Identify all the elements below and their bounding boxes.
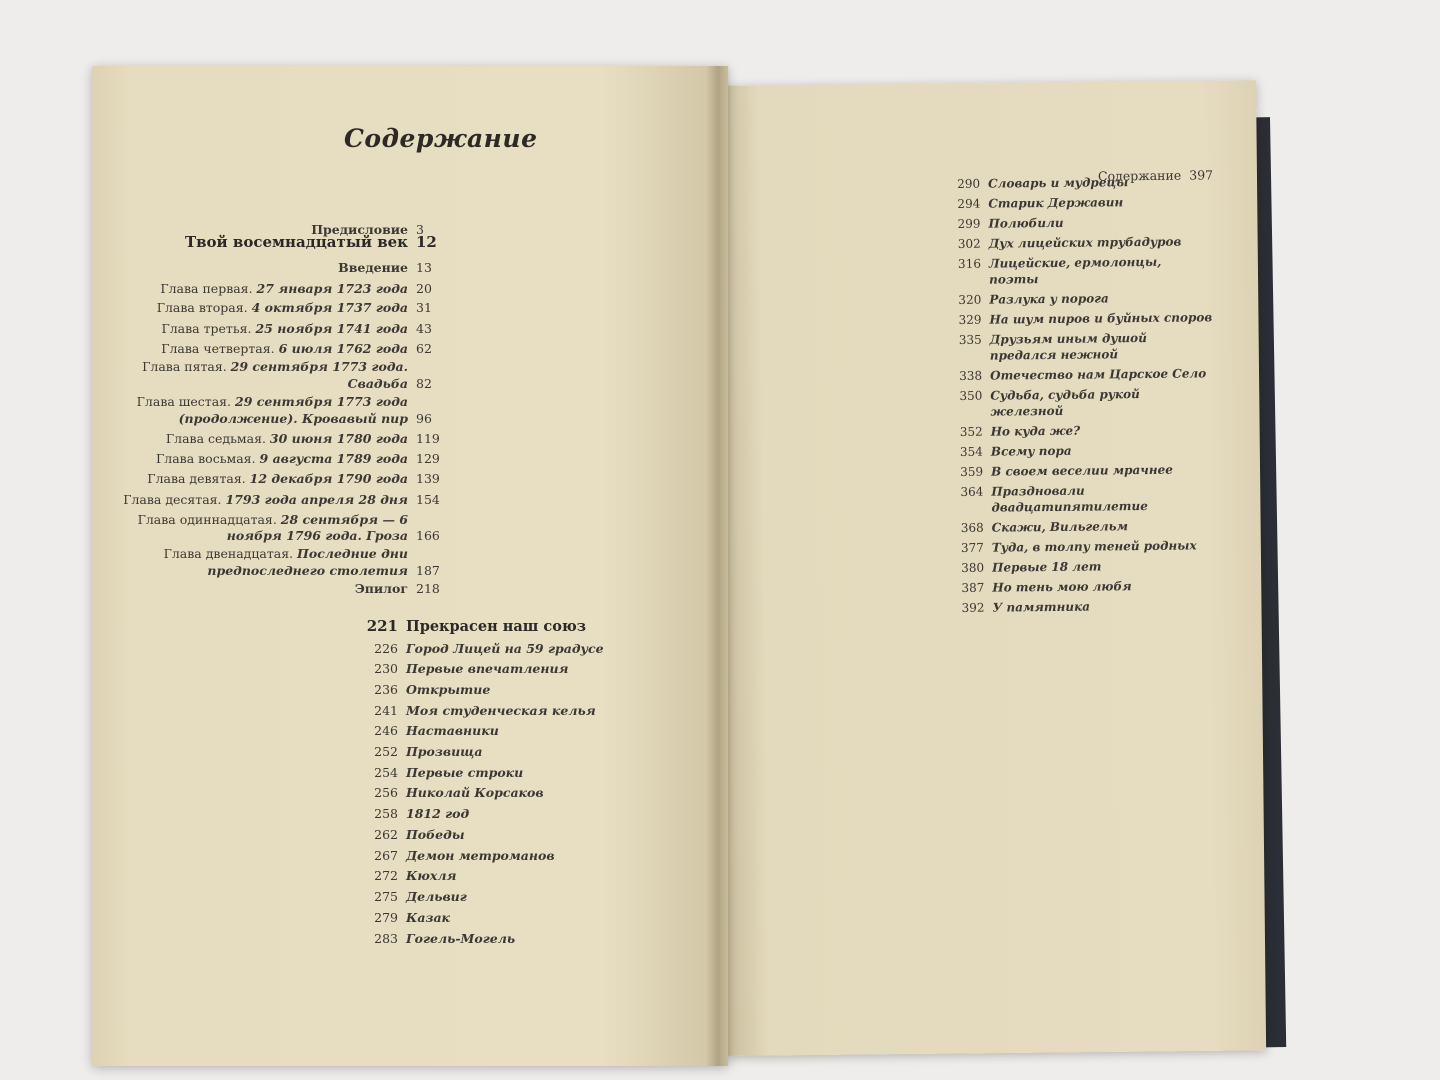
toc-entry xyxy=(958,557,1218,576)
toc-entry-title: Дух лицейских трубадуров xyxy=(988,234,1182,251)
toc-entry-page: 352 xyxy=(959,424,983,439)
toc-entry-chapter: Глава вторая. xyxy=(156,300,248,315)
toc-entry-title: Николай Корсаков xyxy=(406,785,544,800)
toc-entry-title: 29 сентября 1773 года. xyxy=(230,359,408,374)
toc-entry xyxy=(366,867,456,884)
toc-entry xyxy=(138,511,408,528)
toc-entry-title: 4 октября 1737 года xyxy=(251,300,408,315)
toc-entry-page: 82 xyxy=(416,376,432,391)
toc-entry xyxy=(165,430,440,447)
toc-entry-continued xyxy=(207,562,440,579)
toc-entry-title: Казак xyxy=(406,910,451,925)
toc-entry xyxy=(955,233,1215,252)
toc-entry-page: 279 xyxy=(374,910,398,925)
toc-entry-page: 230 xyxy=(374,661,398,676)
toc-entry-title: Словарь и мудрецы xyxy=(988,175,1129,191)
toc-list-right xyxy=(954,173,1219,620)
toc-entry-page: 283 xyxy=(374,931,398,946)
toc-entry-page: 246 xyxy=(374,723,398,738)
toc-entry-title: В своем веселии мрачнее xyxy=(991,462,1173,479)
toc-entry-page: 12 xyxy=(416,233,437,251)
toc-entry-title: Но тень мою любя xyxy=(992,579,1132,595)
toc-entry-page: 3 xyxy=(416,222,424,237)
toc-entry-title: Всему пора xyxy=(990,443,1072,459)
toc-entry-page: 368 xyxy=(960,520,984,535)
toc-entry-page: 256 xyxy=(374,785,398,800)
toc-entry-page: 329 xyxy=(958,312,982,327)
toc-entry xyxy=(956,365,1216,384)
toc-entry xyxy=(957,481,1217,516)
toc-entry-chapter: Глава шестая. xyxy=(136,394,232,409)
toc-entry-page: 262 xyxy=(374,827,398,842)
toc-entry-page: 272 xyxy=(374,868,398,883)
toc-entry-title: 25 ноября 1741 года xyxy=(255,321,408,336)
toc-entry xyxy=(164,545,408,562)
toc-entry xyxy=(957,421,1217,440)
toc-entry-title: Победы xyxy=(406,827,465,842)
toc-entry-title: Дельвиг xyxy=(406,889,467,904)
toc-entry-page: 392 xyxy=(961,600,985,615)
toc-entry-page: 154 xyxy=(416,492,440,507)
toc-entry-title: Первые 18 лет xyxy=(992,559,1102,575)
toc-entry xyxy=(156,450,440,467)
toc-entry-title-line2: предпоследнего столетия xyxy=(207,563,408,578)
toc-entry xyxy=(366,681,490,698)
toc-entry-title: Предисловие xyxy=(311,222,408,237)
toc-entry-title: Полюбили xyxy=(988,215,1064,231)
toc-entry-page: 380 xyxy=(961,560,985,575)
toc-entry-page: 267 xyxy=(374,848,398,863)
toc-entry-title: 1793 года апреля 28 дня xyxy=(225,492,408,507)
toc-entry-title: Прозвища xyxy=(406,744,483,759)
toc-entry-title: Последние дни xyxy=(297,546,408,561)
toc-entry-page: 119 xyxy=(416,431,440,446)
toc-entry-title-line2: ноября 1796 года. Гроза xyxy=(226,528,408,543)
toc-entry-page: 320 xyxy=(958,292,982,307)
toc-entry-chapter: Глава двенадцатая. xyxy=(163,546,294,561)
toc-entry-title: Кюхля xyxy=(406,868,457,883)
toc-entry-page: 62 xyxy=(416,341,432,356)
toc-entry xyxy=(366,888,467,905)
toc-entry-title: Друзьям иным душой предался нежной xyxy=(989,330,1147,363)
toc-entry-page: 236 xyxy=(374,682,398,697)
toc-entry-title: 30 июня 1780 года xyxy=(269,431,408,446)
toc-entry-title: 12 декабря 1790 года xyxy=(249,471,408,486)
toc-entry-page: 31 xyxy=(416,300,432,315)
toc-entry-chapter: Глава четвертая. xyxy=(161,341,275,356)
toc-entry-chapter: Глава седьмая. xyxy=(165,431,266,446)
toc-entry-page: 13 xyxy=(416,260,432,275)
toc-entry xyxy=(958,517,1218,536)
running-head-title: Содержание xyxy=(1097,167,1182,184)
toc-entry-chapter: Глава девятая. xyxy=(147,471,246,486)
toc-entry-continued xyxy=(226,527,440,544)
toc-entry-page: 166 xyxy=(416,528,440,543)
toc-entry-chapter: Глава десятая. xyxy=(123,492,222,507)
toc-entry-page: 275 xyxy=(374,889,398,904)
toc-entry xyxy=(184,233,437,251)
toc-entry-title: Прекрасен наш союз xyxy=(406,618,587,635)
toc-entry-continued xyxy=(178,410,432,427)
toc-entry-page: 226 xyxy=(374,641,398,656)
toc-entry xyxy=(955,253,1215,288)
toc-entry xyxy=(156,299,432,316)
toc-entry-title: Лицейские, ермолонцы, поэты xyxy=(988,254,1162,287)
toc-entry-page: 359 xyxy=(960,464,984,479)
toc-entry-page: 221 xyxy=(366,617,398,635)
toc-entry-page: 299 xyxy=(957,216,981,231)
toc-entry-title: 1812 год xyxy=(406,806,470,821)
toc-entry-title: Наставники xyxy=(406,723,499,738)
book-gutter xyxy=(706,66,730,1066)
toc-entry-chapter: Глава восьмая. xyxy=(156,451,256,466)
toc-entry xyxy=(954,193,1214,212)
toc-entry-page: 377 xyxy=(960,540,984,555)
toc-entry xyxy=(366,702,596,719)
toc-entry xyxy=(366,909,450,926)
toc-entry-title-line2: (продолжение). Кровавый пир xyxy=(178,411,408,426)
toc-entry xyxy=(366,784,544,801)
toc-entry xyxy=(161,320,432,337)
toc-entry-page: 302 xyxy=(957,236,981,251)
toc-entry xyxy=(354,580,440,597)
toc-entry-title: Демон метроманов xyxy=(406,848,555,863)
toc-entry xyxy=(142,358,408,375)
toc-entry-title: Первые впечатления xyxy=(406,661,569,676)
toc-entry xyxy=(160,280,432,297)
toc-entry xyxy=(956,329,1216,364)
toc-entry xyxy=(954,213,1214,232)
page-title: Содержание xyxy=(344,124,538,153)
toc-entry-title: Открытие xyxy=(406,682,491,697)
toc-entry-page: 387 xyxy=(961,580,985,595)
toc-entry xyxy=(366,618,586,635)
toc-entry-page: 20 xyxy=(416,281,432,296)
toc-entry-page: 338 xyxy=(959,368,983,383)
toc-entry xyxy=(955,309,1215,328)
toc-entry xyxy=(958,537,1218,556)
toc-entry xyxy=(366,826,465,843)
toc-entry-title: Скажи, Вильгельм xyxy=(991,519,1129,535)
toc-entry-page: 241 xyxy=(374,703,398,718)
page-number: 397 xyxy=(1189,167,1214,183)
toc-entry-title: Разлука у порога xyxy=(989,291,1109,307)
toc-entry-page: 129 xyxy=(416,451,440,466)
toc-entry-title: Город Лицей на 59 градусе xyxy=(406,641,604,656)
toc-entry-title: 6 июля 1762 года xyxy=(278,341,408,356)
toc-entry-title: Введение xyxy=(338,260,408,275)
toc-entry-page: 354 xyxy=(959,444,983,459)
toc-entry-chapter: Глава первая. xyxy=(160,281,253,296)
toc-entry-page: 96 xyxy=(416,411,432,426)
toc-entry-page: 187 xyxy=(416,563,440,578)
toc-entry xyxy=(366,764,523,781)
toc-entry-title: Но куда же? xyxy=(990,423,1081,439)
toc-entry-title: На шум пиров и буйных споров xyxy=(989,310,1213,327)
toc-entry-title: Туда, в толпу теней родных xyxy=(991,538,1197,555)
toc-entry-title: 27 января 1723 года xyxy=(256,281,408,296)
toc-entry-title: Первые строки xyxy=(406,765,524,780)
toc-entry-title: Твой восемнадцатый век xyxy=(184,233,408,251)
toc-entry xyxy=(366,743,482,760)
toc-entry xyxy=(956,385,1216,420)
toc-entry-title: 28 сентября — 6 xyxy=(280,512,408,527)
toc-entry xyxy=(123,491,440,508)
toc-entry-title: Отечество нам Царское Село xyxy=(990,366,1207,383)
toc-entry-page: 139 xyxy=(416,471,440,486)
toc-entry xyxy=(338,259,432,276)
toc-entry xyxy=(957,441,1217,460)
toc-entry xyxy=(147,470,440,487)
toc-entry-continued xyxy=(347,375,432,392)
toc-entry-title: 29 сентября 1773 года xyxy=(235,394,408,409)
toc-entry xyxy=(366,640,604,657)
toc-entry-title: Праздновали двадцатипятилетие xyxy=(991,483,1148,515)
toc-entry-page: 43 xyxy=(416,321,432,336)
toc-entry xyxy=(957,461,1217,480)
toc-entry-title: Эпилог xyxy=(354,581,408,596)
toc-entry-page: 294 xyxy=(957,196,981,211)
toc-entry xyxy=(366,930,515,947)
toc-entry xyxy=(955,289,1215,308)
toc-entry-page: 290 xyxy=(957,176,981,191)
toc-entry xyxy=(958,597,1218,616)
toc-entry-page: 350 xyxy=(959,388,983,403)
toc-entry-page: 254 xyxy=(374,765,398,780)
toc-entry-page: 218 xyxy=(416,581,440,596)
toc-entry-title: Судьба, судьба рукой железной xyxy=(990,387,1140,419)
toc-entry-chapter: Глава пятая. xyxy=(142,359,227,374)
toc-entry xyxy=(366,660,569,677)
toc-entry-chapter: Глава одиннадцатая. xyxy=(137,512,277,527)
toc-entry xyxy=(137,393,408,410)
toc-entry-page: 364 xyxy=(960,484,984,499)
toc-entry xyxy=(958,577,1218,596)
toc-entry xyxy=(366,805,469,822)
toc-entry xyxy=(161,340,432,357)
toc-entry-page: 252 xyxy=(374,744,398,759)
toc-entry-title-line2: Свадьба xyxy=(347,376,408,391)
toc-entry-title: Моя студенческая келья xyxy=(406,703,596,718)
toc-entry xyxy=(366,722,499,739)
toc-entry-title: Старик Державин xyxy=(988,195,1124,211)
toc-entry-title: Гогель-Могель xyxy=(406,931,516,946)
toc-entry-page: 258 xyxy=(374,806,398,821)
toc-entry-title: У памятника xyxy=(992,599,1091,615)
toc-entry xyxy=(366,847,555,864)
toc-entry-title: 9 августа 1789 года xyxy=(259,451,408,466)
toc-entry-page: 316 xyxy=(957,256,981,271)
toc-entry xyxy=(954,173,1214,192)
toc-entry-page: 335 xyxy=(958,332,982,347)
toc-entry-chapter: Глава третья. xyxy=(161,321,252,336)
